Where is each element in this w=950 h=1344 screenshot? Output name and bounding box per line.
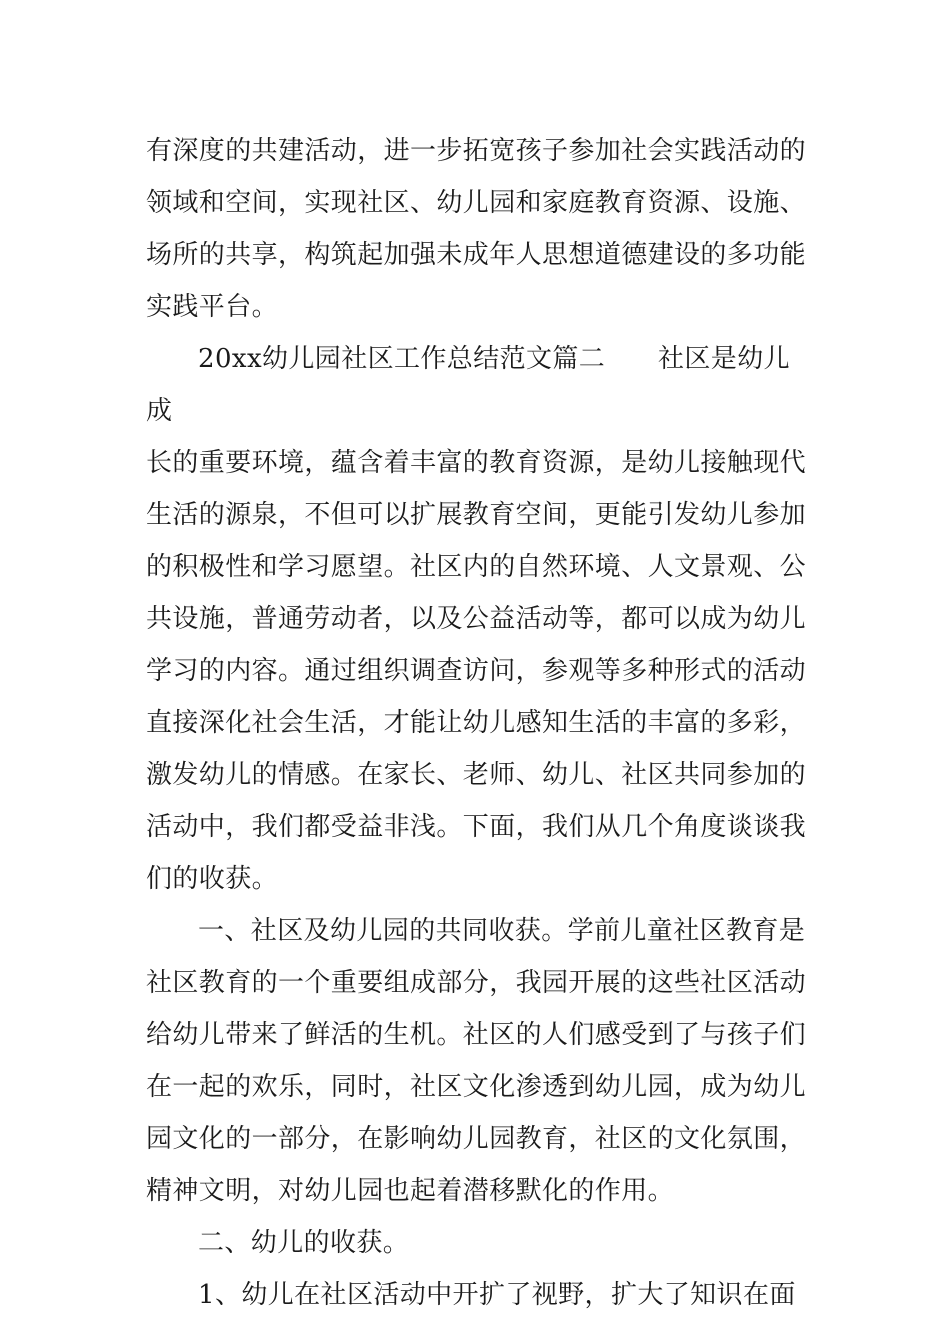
text-line: 场所的共享，构筑起加强未成年人思想道德建设的多功能	[146, 240, 807, 270]
paragraph-shared-gains	[146, 905, 806, 1217]
text-line: 20xx幼儿园社区工作总结范文篇二 社区是幼儿成	[146, 344, 791, 426]
text-line: 共设施，普通劳动者，以及公益活动等，都可以成为幼儿	[146, 604, 807, 634]
text-line: 给幼儿带来了鲜活的生机。社区的人们感受到了与孩子们	[146, 1020, 807, 1050]
text-line: 激发幼儿的情感。在家长、老师、幼儿、社区共同参加的	[146, 760, 807, 790]
text-line: 精神文明，对幼儿园也起着潜移默化的作用。	[146, 1176, 675, 1206]
text-line: 社区教育的一个重要组成部分，我园开展的这些社区活动	[146, 968, 807, 998]
text-line: 长的重要环境，蕴含着丰富的教育资源，是幼儿接触现代	[146, 448, 807, 478]
text-line: 们的收获。	[146, 864, 279, 894]
text-line: 直接深化社会生活，才能让幼儿感知生活的丰富的多彩，	[146, 708, 807, 738]
document-body	[146, 125, 806, 1321]
text-line: 园文化的一部分，在影响幼儿园教育，社区的文化氛围，	[146, 1124, 807, 1154]
text-line: 二、幼儿的收获。	[198, 1228, 410, 1258]
text-line: 在一起的欢乐，同时，社区文化渗透到幼儿园，成为幼儿	[146, 1072, 807, 1102]
text-line: 1、幼儿在社区活动中开扩了视野，扩大了知识在面	[198, 1280, 796, 1310]
text-line: 有深度的共建活动，进一步拓宽孩子参加社会实践活动的	[146, 136, 807, 166]
paragraph-item-one	[146, 1269, 806, 1321]
text-line: 学习的内容。通过组织调查访问，参观等多种形式的活动	[146, 656, 807, 686]
text-line: 实践平台。	[146, 292, 279, 322]
text-line: 的积极性和学习愿望。社区内的自然环境、人文景观、公	[146, 552, 807, 582]
text-line: 领域和空间，实现社区、幼儿园和家庭教育资源、设施、	[146, 188, 807, 218]
paragraph-children-gains-heading	[146, 1217, 806, 1269]
text-line: 生活的源泉，不但可以扩展教育空间，更能引发幼儿参加	[146, 500, 807, 530]
paragraph-section-two	[146, 333, 806, 905]
paragraph-continued	[146, 125, 806, 333]
text-line: 活动中，我们都受益非浅。下面，我们从几个角度谈谈我	[146, 812, 807, 842]
text-line: 一、社区及幼儿园的共同收获。学前儿童社区教育是	[198, 916, 806, 946]
